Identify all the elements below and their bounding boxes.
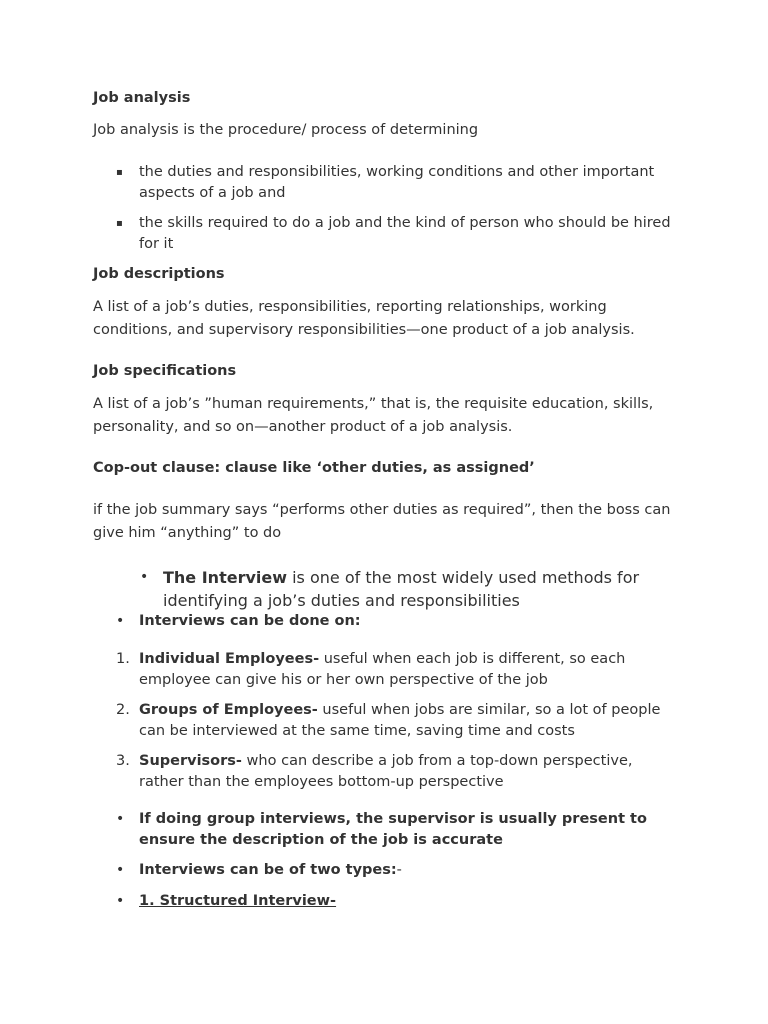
numbered-item-term: Supervisors- [139, 753, 242, 769]
structured-interview-line [139, 891, 679, 912]
interview-term: The Interview [163, 568, 288, 587]
interview-paragraph [163, 566, 678, 612]
square-bullet-icon: ▪ [116, 167, 123, 178]
interviews-done-on: Interviews can be done on: [139, 613, 361, 629]
list-item: the skills required to do a job and the kind of person who should be hired for it [139, 215, 671, 252]
job-specifications-text: A list of a job’s ”human requirements,” that is, the requisite education, skills, personality, and so on—another product of a job analysis. [93, 396, 654, 435]
list-item: the duties and responsibilities, working conditions and other important aspects of a job and [139, 164, 655, 201]
numbered-item-description: who can describe a job from a top-down perspective, rather than the employees bottom-up perspective [139, 753, 633, 790]
numbered-item [139, 751, 679, 793]
numbered-item-description: useful when jobs are similar, so a lot of people can be interviewed at the same time, saving time and costs [139, 702, 661, 739]
list-number: 2. [116, 702, 130, 718]
heading-job-analysis: Job analysis [93, 90, 191, 106]
bullet-dot-icon: • [116, 862, 125, 878]
numbered-item [139, 700, 679, 742]
list-number: 1. [116, 651, 130, 667]
square-bullet-icon: ▪ [116, 218, 123, 229]
heading-copout-clause: Cop-out clause: clause like ‘other duties, as assigned’ [93, 460, 535, 476]
two-types-label: Interviews can be of two types: [139, 862, 397, 878]
numbered-item-description: useful when each job is different, so each employee can give his or her own perspective of the job [139, 651, 626, 688]
two-types-dash: - [396, 862, 402, 878]
job-descriptions-text: A list of a job’s duties, responsibilities, reporting relationships, working conditions, and supervisory responsibilities—one product of a job analysis. [93, 299, 635, 338]
bullet-dot-icon: • [140, 569, 149, 585]
interview-description: is one of the most widely used methods for identifying a job’s duties and responsibilities [163, 568, 640, 610]
bullet-dot-icon: • [116, 893, 125, 909]
two-types-line [139, 860, 679, 881]
bullet-dot-icon: • [116, 811, 125, 827]
copout-text: if the job summary says “performs other duties as required”, then the boss can give him “anything” to do [93, 502, 671, 541]
bullet-dot-icon: • [116, 613, 125, 629]
group-interview-note: If doing group interviews, the supervisor is usually present to ensure the description of the job is accurate [139, 811, 647, 848]
heading-job-specifications: Job specifications [93, 363, 237, 379]
numbered-item-term: Groups of Employees- [139, 702, 318, 718]
heading-job-descriptions: Job descriptions [93, 266, 225, 282]
numbered-item-term: Individual Employees- [139, 651, 320, 667]
job-analysis-intro: Job analysis is the procedure/ process of determining [93, 122, 479, 138]
structured-interview-heading: 1. Structured Interview- [139, 893, 337, 909]
numbered-item [139, 649, 679, 691]
list-number: 3. [116, 753, 130, 769]
